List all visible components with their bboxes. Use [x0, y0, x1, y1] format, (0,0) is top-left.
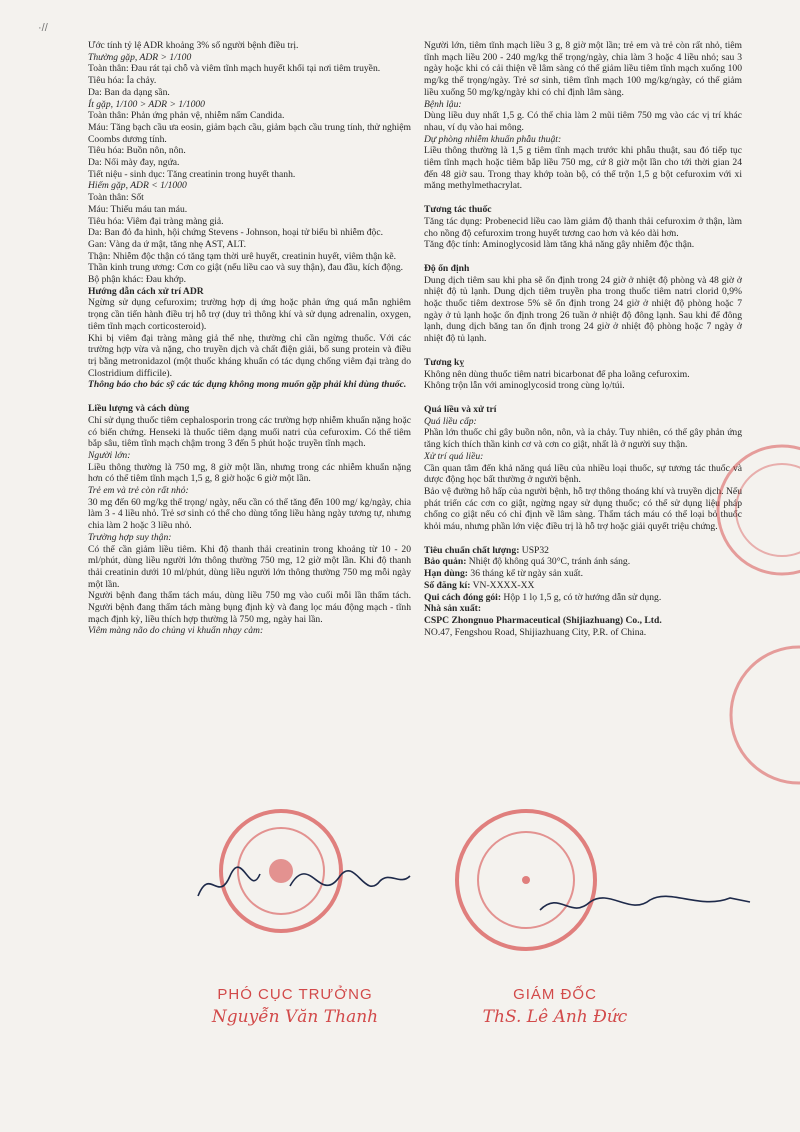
paragraph: Người bệnh đang thẩm tách máu, dùng liều 750 mg vào cuối mỗi lần thẩm tách. Người bệnh đang thẩm tách màng bụng định kỳ và đang lọc máu động mạch - tĩnh mạch định kỳ, liều thích hợp thường là 750 mg, ngày hai lần. — [88, 590, 411, 625]
paragraph: Da: Ban đỏ đa hình, hội chứng Stevens - Johnson, hoại tử biểu bì nhiễm độc. — [88, 227, 383, 239]
paragraph: Toàn thân: Sốt — [88, 192, 144, 204]
spec-value: USP32 — [519, 544, 549, 556]
spec-line — [424, 592, 742, 604]
paragraph: 30 mg đến 60 mg/kg thể trọng/ ngày, nếu cần có thể tăng đến 100 mg/ kg/ngày, chia làm 3 - 4 liều nhỏ. Trẻ sơ sinh có thể cho dùng tổng liều hàng ngày tương tự, nhưng chia làm 2 hoặc 3 liều nhỏ. — [88, 496, 411, 532]
subheading: Xử trí quá liều: — [424, 450, 484, 462]
section-heading: Độ ổn định — [424, 262, 470, 274]
section-heading: Tương tác thuốc — [424, 204, 492, 216]
spec-value: 36 tháng kể từ ngày sản xuất. — [468, 568, 583, 580]
paragraph: Phần lớn thuốc chỉ gây buồn nôn, nôn, và ỉa chảy. Tuy nhiên, có thể gây phản ứng tăng kích thích thần kinh cơ và cơn co giật, nhất là ở người suy thận. — [424, 427, 742, 451]
right-signer-name: ThS. Lê Anh Đức — [482, 1007, 628, 1027]
paragraph: Dung dịch tiêm sau khi pha sẽ ổn định trong 24 giờ ở nhiệt độ phòng và 48 giờ ở nhiệt độ tủ lạnh. Dung dịch tiêm truyền pha trong thuốc tiêm natri clorid 0,9% hoặc thuốc tiêm dextrose 5% sẽ ổn định trong 24 giờ ở nhiệt độ phòng hoặc 7 ngày ở tủ lạnh hoặc ổn định trong 26 tuần ở nhiệt độ đông lạnh. Sau khi để đông lạnh, dung dịch băng tan ổn định trong 24 giờ ở nhiệt độ phòng hoặc 7 ngày ở nhiệt độ tủ lạnh. — [424, 274, 742, 345]
subheading: Quá liều cấp: — [424, 415, 477, 427]
paragraph: Tiêu hóa: Ỉa chảy. — [88, 75, 157, 87]
spec-line — [424, 580, 742, 592]
right-signature-block — [455, 986, 655, 1027]
subheading: Ít gặp, 1/100 > ADR > 1/1000 — [88, 98, 205, 110]
paragraph: Khi bị viêm đại tràng màng giả thể nhẹ, thường chỉ cần ngừng thuốc. Với các trường hợp vừa và nặng, cho truyền dịch và chất điện giải, bổ sung protein và điều trị bằng metronidazol (một thuốc kháng khuẩn có tác dụng chống viêm đại tràng do Clostridium difficile). — [88, 332, 411, 379]
paragraph: Không trộn lẫn với aminoglycosid trong cùng lọ/túi. — [424, 380, 625, 392]
left-signature-block — [185, 986, 405, 1027]
paragraph: Liều thông thường là 1,5 g tiêm tĩnh mạch trước khi phẫu thuật, sau đó tiếp tục tiêm tĩnh mạch hoặc tiêm bắp liều 750 mg, cứ 8 giờ một lần cho tới thời gian 24 đến 48 giờ sau. Trong thay khớp toàn bộ, có thể trộn 1,5 g bột cefuroxim với xi măng methylmethacrylat. — [424, 145, 742, 192]
spec-value: Hộp 1 lọ 1,5 g, có tờ hướng dẫn sử dụng. — [501, 591, 662, 603]
subheading: Trường hợp suy thận: — [88, 531, 172, 543]
spec-value: Nhiệt độ không quá 30°C, tránh ánh sáng. — [466, 556, 631, 568]
ministry-stamp — [216, 806, 346, 936]
paragraph: NO.47, Fengshou Road, Shijiazhuang City, P.R. of China. — [424, 626, 647, 638]
left-signer-name: Nguyễn Văn Thanh — [211, 1007, 379, 1027]
paragraph: Máu: Tăng bạch cầu ưa eosin, giảm bạch cầu, giảm bạch cầu trung tính, thử nghiệm Coombs dương tính. — [88, 121, 411, 145]
paragraph: Tiêu hóa: Viêm đại tràng màng giả. — [88, 215, 224, 227]
subheading: Thường gặp, ADR > 1/100 — [88, 51, 192, 63]
paragraph: Tiêu hóa: Buồn nôn, nôn. — [88, 145, 186, 157]
spec-line — [424, 568, 742, 580]
left-column — [88, 40, 411, 637]
paragraph: Bảo vệ đường hô hấp của người bệnh, hỗ trợ thông thoáng khí và truyền dịch. Nếu phát triển các cơn co giật, ngừng ngay sử dụng thuốc; có thể sử dụng liệu pháp chống co giật nếu có chỉ định về lâm sàng. Thẩm tách máu có thể loại bỏ thuốc khỏi máu, nhưng phần lớn việc điều trị là hỗ trợ hoặc giải quyết triệu chứng. — [424, 485, 742, 533]
paragraph: Toàn thân: Đau rát tại chỗ và viêm tĩnh mạch huyết khối tại nơi tiêm truyền. — [88, 63, 381, 75]
paragraph: Thần kinh trung ương: Cơn co giật (nếu liều cao và suy thận), đau đầu, kích động. — [88, 262, 404, 274]
paragraph: Da: Ban da dạng sần. — [88, 86, 170, 98]
section-heading: Tương kỵ — [424, 356, 465, 368]
paragraph: Chỉ sử dụng thuốc tiêm cephalosporin trong các trường hợp nhiễm khuẩn nặng hoặc có biến chứng. Henseki là thuốc tiêm dạng muối natri của cefuroxim. Có thể tiêm bắp sâu, tiêm tĩnh mạch chậm trong 3 đến 5 phút hoặc truyền tĩnh mạch. — [88, 414, 411, 450]
paragraph: Tiết niệu - sinh dục: Tăng creatinin trong huyết thanh. — [88, 168, 296, 180]
section-heading: Hướng dẫn cách xử trí ADR — [88, 285, 204, 297]
paragraph: Tăng độc tính: Aminoglycosid làm tăng khả năng gây nhiễm độc thận. — [424, 239, 695, 251]
corner-mark: ·// — [38, 22, 48, 34]
edge-stamp-lower — [724, 640, 800, 790]
subheading: Bệnh lậu: — [424, 98, 462, 110]
paragraph: Có thể cần giảm liều tiêm. Khi độ thanh thải creatinin trong khoảng từ 10 - 20 ml/phút, dùng liều người lớn thông thường 750 mg, 12 giờ một lần. Khi độ thanh thải creatinin dưới 10 ml/phút, dùng liều người lớn thông thường 750 mg mỗi ngày một lần. — [88, 543, 411, 590]
spec-value: VN-XXXX-XX — [470, 579, 535, 591]
paragraph: Ước tính tỷ lệ ADR khoảng 3% số người bệnh điều trị. — [88, 40, 299, 51]
spec-label: Qui cách đóng gói: — [424, 591, 502, 603]
paragraph: Toàn thân: Phản ứng phản vệ, nhiễm nấm Candida. — [88, 110, 285, 122]
spec-label: Hạn dùng: — [424, 568, 468, 580]
paragraph: Thông báo cho bác sỹ các tác dụng không mong muốn gặp phải khi dùng thuốc. — [88, 379, 407, 391]
subheading: Hiếm gặp, ADR < 1/1000 — [88, 180, 187, 192]
spec-label: Tiêu chuẩn chất lượng: — [424, 544, 520, 556]
right-column — [424, 40, 742, 638]
section-heading: Liều lượng và cách dùng — [88, 403, 190, 415]
right-signer-title: GIÁM ĐỐC — [513, 986, 597, 1003]
spec-label: Số đăng kí: — [424, 579, 471, 591]
section-heading: Nhà sản xuất: — [424, 603, 482, 615]
spec-line — [424, 556, 742, 568]
subheading: Trẻ em và trẻ còn rất nhỏ: — [88, 485, 189, 497]
left-signature-scribble — [190, 846, 420, 916]
left-signer-title: PHÓ CỤC TRƯỞNG — [217, 986, 373, 1003]
paragraph: Dùng liều duy nhất 1,5 g. Có thể chia làm 2 mũi tiêm 750 mg vào các vị trí khác nhau, ví dụ vào hai mông. — [424, 110, 742, 133]
spec-line — [424, 545, 742, 557]
paragraph: Da: Nổi mày đay, ngứa. — [88, 157, 180, 169]
paragraph: Bộ phận khác: Đau khớp. — [88, 274, 187, 286]
right-signature-scribble — [530, 880, 760, 930]
paragraph: Thận: Nhiễm độc thận có tăng tạm thời urê huyết, creatinin huyết, viêm thận kẽ. — [88, 250, 396, 262]
subheading: Dự phòng nhiễm khuẩn phẫu thuật: — [424, 133, 562, 145]
paragraph: Liều thông thường là 750 mg, 8 giờ một lần, nhưng trong các nhiễm khuẩn nặng hơn có thể tiêm tĩnh mạch 1,5 g, 8 giờ hoặc 6 giờ một lần. — [88, 461, 411, 485]
subheading: Người lớn: — [88, 449, 131, 461]
paragraph: Gan: Vàng da ứ mật, tăng nhẹ AST, ALT. — [88, 238, 247, 250]
section-heading: Quá liều và xử trí — [424, 403, 497, 415]
paragraph: Máu: Thiếu máu tan máu. — [88, 203, 188, 215]
subheading: Viêm màng não do chủng vi khuẩn nhạy cảm: — [88, 625, 264, 637]
company-stamp — [452, 806, 600, 954]
spec-label: Bảo quản: — [424, 556, 467, 568]
section-heading: CSPC Zhongnuo Pharmaceutical (Shijiazhuang) Co., Ltd. — [424, 614, 662, 626]
paragraph: Người lớn, tiêm tĩnh mạch liều 3 g, 8 giờ một lần; trẻ em và trẻ còn rất nhỏ, tiêm tĩnh mạch liều 200 - 240 mg/kg thể trọng/ngày, chia làm 3 hoặc 4 liều nhỏ; sau 3 ngày hoặc khi có cải thiện về lâm sàng có thể giảm liều tiêm tĩnh mạch xuống 100 mg/kg thể trọng/ngày. Trẻ sơ sinh, tiêm tĩnh mạch 100 mg/kg/ngày, có thể giảm liều xuống 50 mg/kg/ngày khi có chỉ định lâm sàng. — [424, 40, 742, 98]
paragraph: Tăng tác dụng: Probenecid liều cao làm giảm độ thanh thải cefuroxim ở thận, làm cho nồng độ cefuroxim trong huyết tương cao hơn và kéo dài hơn. — [424, 215, 742, 239]
paragraph: Cần quan tâm đến khả năng quá liều của nhiều loại thuốc, sự tương tác thuốc và dược động học bất thường ở người bệnh. — [424, 462, 742, 486]
paragraph: Không nên dùng thuốc tiêm natri bicarbonat để pha loãng cefuroxim. — [424, 368, 690, 380]
paragraph: Ngừng sử dụng cefuroxim; trường hợp dị ứng hoặc phản ứng quá mẫn nghiêm trọng cần tiến hành điều trị hỗ trợ (duy trì thông khí và sử dụng adrenalin, oxygen, tiêm tĩnh mạch corticosteroid). — [88, 297, 411, 332]
